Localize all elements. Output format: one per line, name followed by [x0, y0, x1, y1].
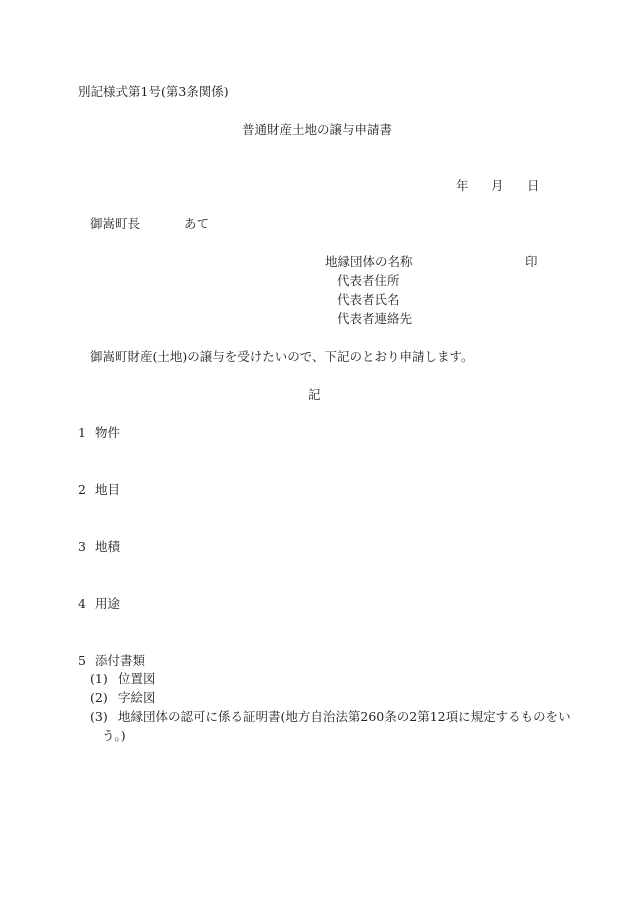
- addressee-suffix: あて: [184, 216, 210, 231]
- attachment-number: (3): [90, 709, 108, 724]
- item-number: 3: [78, 539, 86, 554]
- applicant-org-name: 地縁団体の名称: [325, 254, 413, 269]
- rep-address-label: 代表者住所: [337, 273, 400, 288]
- addressee-name: 御嵩町長: [90, 216, 141, 231]
- attachment-number: (2): [90, 690, 108, 705]
- date-day: 日: [527, 178, 540, 193]
- date-year: 年: [456, 178, 469, 193]
- document-title: 普通財産土地の譲与申請書: [242, 122, 393, 137]
- item-number: 5: [78, 653, 86, 668]
- item-number: 1: [78, 425, 86, 440]
- item-label: 物件: [95, 425, 121, 440]
- seal-mark: 印: [525, 254, 538, 269]
- attachment-label: 地縁団体の認可に係る証明書(地方自治法第260条の2第12項に規定するものをい: [118, 709, 571, 724]
- attachment-label: 位置図: [118, 671, 156, 686]
- item-number: 2: [78, 482, 86, 497]
- application-body-text: 御嵩町財産(土地)の譲与を受けたいので、下記のとおり申請します。: [90, 349, 474, 364]
- date-month: 月: [491, 178, 504, 193]
- ki-heading: 記: [308, 387, 321, 402]
- form-number: 別記様式第1号(第3条関係): [78, 84, 229, 99]
- attachment-label: 字絵図: [118, 690, 156, 705]
- rep-name-label: 代表者氏名: [337, 292, 400, 307]
- attachment-label-continuation: う。): [102, 728, 126, 743]
- item-label: 地目: [95, 482, 121, 497]
- item-label: 地積: [95, 539, 121, 554]
- item-label: 添付書類: [95, 653, 146, 668]
- rep-contact-label: 代表者連絡先: [337, 311, 413, 326]
- attachment-number: (1): [90, 671, 108, 686]
- item-label: 用途: [95, 596, 121, 611]
- item-number: 4: [78, 596, 86, 611]
